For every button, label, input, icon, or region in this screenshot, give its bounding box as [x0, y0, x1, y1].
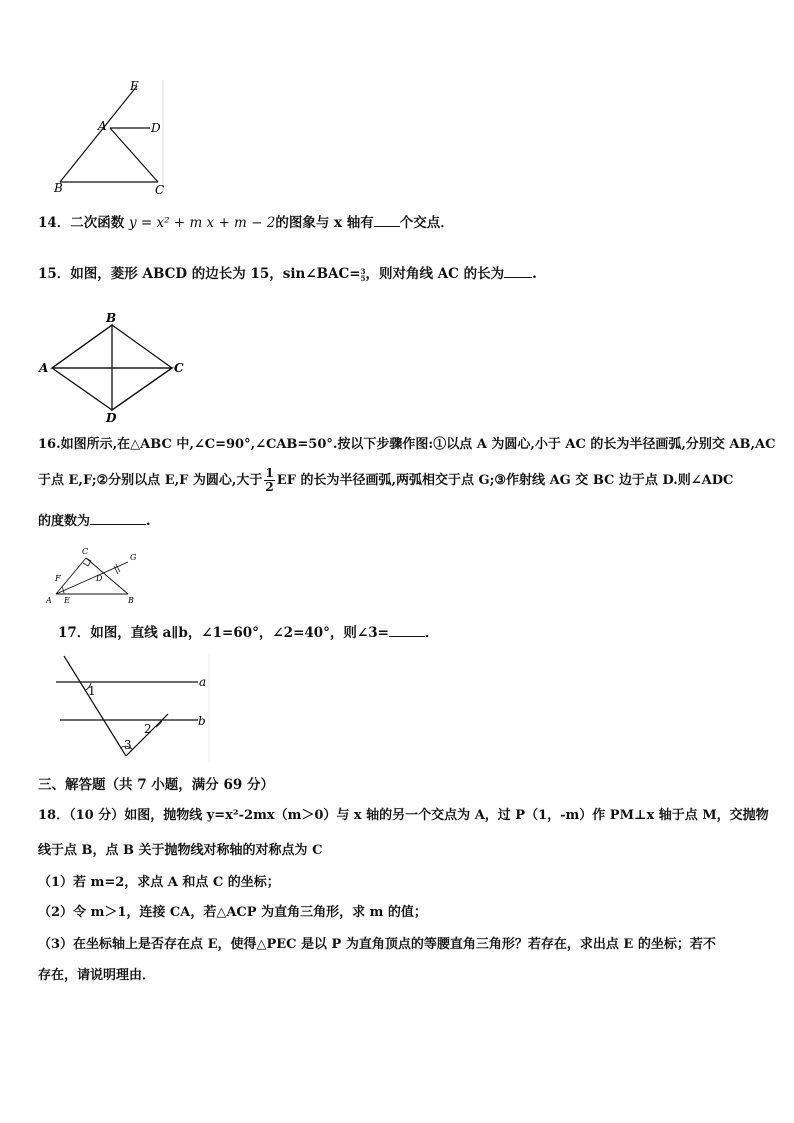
question-18-sub3a: （3）在坐标轴上是否存在点 E，使得△PEC 是以 P 为直角顶点的等腰直角三角形？若存在，求出点 E 的坐标；若不 [38, 937, 716, 952]
label-angle-2: 2 [144, 722, 152, 736]
fraction-sin: 3 5 [360, 266, 366, 283]
question-18-line1: 18．（10 分）如图，抛物线 y=x²-2mx（m＞0）与 x 轴的另一个交点为 A，过 P（1，-m）作 PM⊥x 轴于点 M，交抛物 [38, 808, 769, 823]
label-a: a [199, 675, 207, 689]
label-angle-3: 3 [124, 738, 132, 752]
label-angle-1: 1 [88, 684, 96, 698]
label-C: C [174, 361, 184, 375]
question-16-line1: 16.如图所示,在△ABC 中,∠C=90°,∠CAB=50°.按以下步骤作图:①以点 A 为圆心,小于 AC 的长为半径画弧,分别交 AB,AC [38, 437, 776, 452]
question-14: 14．二次函数 y = x² + m x + m − 2的图象与 x 轴有 个交点． [38, 212, 454, 233]
label-b: b [198, 714, 206, 728]
question-16-line2: 于点 E,F;②分别以点 E,F 为圆心,大于 $\frac{1}{2}$ EF 的长为半径画弧,两弧相交于点 G;③作射线 AG 交 BC 边于点 D.则∠ADC [38, 466, 734, 494]
figure-q15-rhombus [36, 308, 196, 428]
figure-q13-triangle [40, 78, 180, 198]
label-B: B [128, 596, 134, 605]
section-title: 三、解答题（共 7 小题，满分 69 分） [38, 777, 274, 793]
label-B: B [54, 181, 63, 195]
answer-blank-16[interactable] [90, 510, 146, 525]
answer-blank-15[interactable] [504, 263, 532, 278]
label-F: F [55, 574, 61, 583]
question-18-sub1: （1）若 m=2，求点 A 和点 C 的坐标； [38, 875, 280, 890]
answer-blank-17[interactable] [389, 622, 425, 637]
label-A: A [46, 596, 52, 605]
function-expression: y = x² + m x + m − 2 [129, 215, 276, 231]
label-E: E [64, 596, 70, 605]
label-E: E [130, 79, 139, 93]
label-D: D [96, 574, 103, 583]
question-16-line3: 的度数为 . [38, 510, 151, 532]
label-C: C [82, 547, 89, 556]
answer-blank-14[interactable] [374, 212, 400, 227]
figure-q17-parallel-lines [52, 652, 212, 764]
question-18-line2: 线于点 B，点 B 关于抛物线对称轴的对称点为 C [38, 843, 323, 858]
label-C: C [155, 183, 165, 197]
label-A: A [39, 361, 49, 375]
question-15: 15．如图，菱形 ABCD 的边长为 15，sin∠BAC= 3 5 ，则对角线 AC 的长为 . [38, 263, 537, 284]
question-18-sub2: （2）令 m＞1，连接 CA，若△ACP 为直角三角形，求 m 的值； [38, 905, 427, 920]
label-G: G [130, 553, 137, 562]
figure-q16-triangle [42, 544, 152, 608]
fraction-half: $\frac{1}{2}$ [265, 466, 274, 494]
label-A: A [98, 119, 107, 133]
question-17: 17．如图，直线 a∥b，∠1=60°，∠2=40°，则∠3= ． [58, 622, 438, 643]
label-B: B [106, 311, 117, 325]
label-D: D [151, 121, 161, 135]
label-D: D [106, 411, 117, 425]
question-18-sub3b: 存在，请说明理由． [38, 968, 156, 983]
